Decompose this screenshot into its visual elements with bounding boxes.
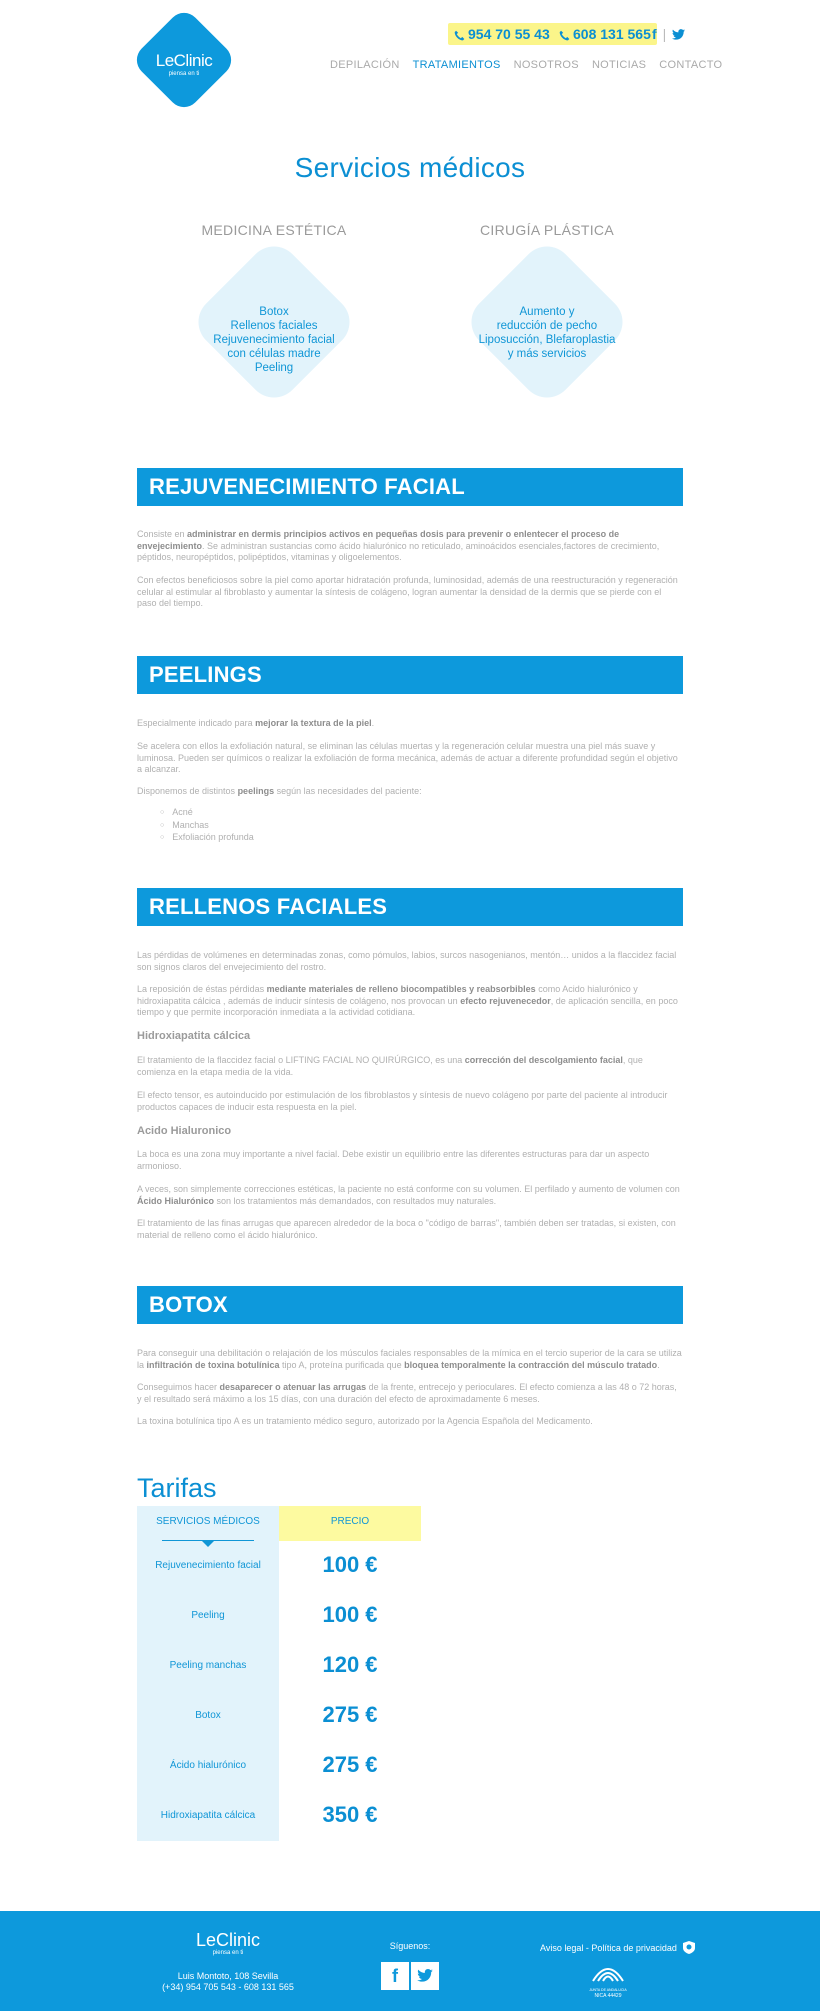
tarifas-services-column xyxy=(137,1506,279,1841)
footer-legal-link[interactable] xyxy=(540,1941,695,1954)
facebook-icon[interactable]: f xyxy=(652,26,657,42)
tarifa-price: 275 € xyxy=(322,1752,378,1777)
service-line: y más servicios xyxy=(507,348,587,360)
service-line: con células madre xyxy=(227,348,321,360)
junta-name: JUNTA DE ANDALUCIA xyxy=(589,1988,627,1992)
peelings-paragraph-3: Disponemos de distintos peelings según las necesidades del paciente: xyxy=(137,786,422,796)
section-peelings-title: PEELINGS xyxy=(137,656,683,694)
footer-logo[interactable] xyxy=(168,1931,288,1957)
cirugia-services[interactable] xyxy=(467,305,627,361)
footer-address xyxy=(148,1971,308,1993)
rellenos-paragraph-2: La reposición de éstas pérdidas mediante materiales de relleno biocompatibles y reabsorbibles como Acido hialurónico y hidroxiapatita cálcica , además de inducir síntesis de colágeno, nos provocan un efecto rejuvenecedor, de aplicación sencilla, en poco tiempo y que permite incorporación inmediata a la actividad cotidiana. xyxy=(137,984,678,1017)
service-line: Botox xyxy=(259,306,289,318)
tarifa-price: 120 € xyxy=(322,1652,378,1677)
peelings-list xyxy=(160,807,254,845)
phone-2-number: 608 131 565 xyxy=(573,26,651,42)
section-rejuvenecimiento-title: REJUVENECIMIENTO FACIAL xyxy=(137,468,683,506)
footer-logo-name: LeClinic xyxy=(195,1930,261,1950)
logo-tagline: piensa en ti xyxy=(168,71,200,77)
botox-paragraph-2: Conseguimos hacer desaparecer o atenuar las arrugas de la frente, entrecejo y perioculares. El efecto comienza a las 48 o 72 horas, y el resultado será máximo a los 15 días, con una duración del efecto de aproximadamente 6 meses. xyxy=(137,1382,677,1404)
phone-1-number: 954 70 55 43 xyxy=(468,26,550,42)
service-line: Rellenos faciales xyxy=(230,320,318,332)
tarifa-service-name: Botox xyxy=(195,1710,221,1721)
service-line: Rejuvenecimiento facial xyxy=(213,334,335,346)
section-rellenos-title: RELLENOS FACIALES xyxy=(137,888,683,926)
rellenos-paragraph-6: A veces, son simplemente correcciones estéticas, la paciente no está conforme con su volumen. El perfilado y aumento de volumen con Ácido Hialurónico son los tratamientos más demandados, con resultados muy naturales. xyxy=(137,1184,680,1206)
tarifa-service-name: Hidroxiapatita cálcica xyxy=(160,1810,256,1821)
tarifa-service-name: Peeling xyxy=(191,1610,225,1621)
peelings-paragraph-2: Se acelera con ellos la exfoliación natural, se eliminan las células muertas y la regeneración celular muestra una piel más suave y luminosa. Pueden ser químicos o realizar la exfoliación de forma mecánica, además de actuar a diferente profundidad según el objetivo a alcanzar. xyxy=(137,741,678,774)
junta-andalucia-logo xyxy=(588,1961,628,1999)
footer-address-line: Luis Montoto, 108 Sevilla xyxy=(177,1971,279,1981)
social-links xyxy=(652,23,685,45)
tarifa-price: 100 € xyxy=(322,1552,378,1577)
cirugia-title: CIRUGÍA PLÁSTICA xyxy=(480,222,614,238)
logo-name: LeClinic xyxy=(155,51,213,70)
service-line: Liposucción, Blefaroplastia xyxy=(478,334,616,346)
junta-nica: NICA 44429 xyxy=(594,1993,622,1999)
rellenos-paragraph-7: El tratamiento de las finas arrugas que aparecen alrededor de la boca o "código de barras", también deben ser tratadas, si existen, con material de relleno como el ácido hialurónico. xyxy=(137,1218,676,1240)
phone-icon xyxy=(559,30,570,41)
footer-follow: Síguenos: xyxy=(389,1941,431,1951)
footer-legal-text: Aviso legal - Política de privacidad xyxy=(540,1943,677,1953)
junta-emblem-icon xyxy=(590,1961,626,1983)
tarifas-title: Tarifas xyxy=(137,1473,217,1503)
subheading-hidroxiapatita: Hidroxiapatita cálcica xyxy=(137,1030,251,1042)
medicina-title: MEDICINA ESTÉTICA xyxy=(201,222,347,238)
social-separator: | xyxy=(662,26,667,42)
rellenos-paragraph-5: La boca es una zona muy importante a nivel facial. Debe existir un equilibrio entre las diferentes estructuras para dar un aspecto armonioso. xyxy=(137,1149,650,1171)
logo[interactable] xyxy=(133,52,235,78)
botox-paragraph-1: Para conseguir una debilitación o relajación de los músculos faciales responsables de la mímica en el tercio superior de la cara se utiliza la infiltración de toxina botulínica tipo A, proteína purificada que bloquea temporalmente la contracción del músculo tratado. xyxy=(137,1348,682,1370)
tarifa-service-name: Peeling manchas xyxy=(169,1660,247,1671)
section-botox-title: BOTOX xyxy=(137,1286,683,1324)
medicina-services[interactable] xyxy=(194,305,354,375)
nav-noticias[interactable]: NOTICIAS xyxy=(591,59,647,71)
botox-paragraph-3: La toxina botulínica tipo A es un tratamiento médico seguro, autorizado por la Agencia Española del Medicamento. xyxy=(137,1416,593,1426)
nav-tratamientos[interactable]: TRATAMIENTOS xyxy=(412,59,501,71)
main-nav xyxy=(330,59,722,71)
service-line: reducción de pecho xyxy=(496,320,598,332)
nav-contacto[interactable]: CONTACTO xyxy=(659,59,723,71)
service-line: Peeling xyxy=(254,362,294,374)
tarifa-service-name: Rejuvenecimiento facial xyxy=(155,1560,261,1571)
rejuvenecimiento-paragraph-1: Consiste en administrar en dermis principios activos en pequeñas dosis para prevenir o enlentecer el proceso de envejecimiento. Se administran sustancias como ácido hialurónico no reticulado, aminoácidos esenciales,factores de crecimiento, péptidos, neuropéptidos, polipéptidos, vitaminas y oligoelementos. xyxy=(137,529,660,562)
list-item: ○ Acné xyxy=(160,807,254,820)
rellenos-paragraph-1: Las pérdidas de volúmenes en determinadas zonas, como pómulos, labios, surcos nasogenianos, mentón… unidos a la flaccidez facial son signos claros del envejecimiento del rostro. xyxy=(137,950,677,972)
rellenos-paragraph-3: El tratamiento de la flaccidez facial o LIFTING FACIAL NO QUIRÚRGICO, es una corrección del descolgamiento facial, que comienza en la etapa media de la vida. xyxy=(137,1055,643,1077)
tarifa-price: 275 € xyxy=(322,1702,378,1727)
rellenos-paragraph-4: El efecto tensor, es autoinducido por estimulación de los fibroblastos y síntesis de nuevo colágeno por parte del paciente al introducir productos capaces de inducir esta respuesta en la piel. xyxy=(137,1090,668,1112)
twitter-icon xyxy=(417,1969,433,1982)
phone-icon xyxy=(454,30,465,41)
peelings-paragraph-1: Especialmente indicado para mejorar la textura de la piel. xyxy=(137,718,375,728)
footer-facebook-icon[interactable]: f xyxy=(381,1962,409,1990)
list-item: ○ Manchas xyxy=(160,820,254,833)
phone-2-button[interactable] xyxy=(553,23,657,45)
tarifa-service-name: Ácido hialurónico xyxy=(169,1760,247,1771)
tarifas-col-service: SERVICIOS MÉDICOS xyxy=(156,1516,260,1527)
nav-depilacion[interactable]: DEPILACIÓN xyxy=(330,59,400,71)
nav-nosotros[interactable]: NOSOTROS xyxy=(513,59,579,71)
phone-1-button[interactable] xyxy=(448,23,556,45)
footer-phones: (+34) 954 705 543 - 608 131 565 xyxy=(162,1982,294,1992)
tarifas-col-price: PRECIO xyxy=(330,1516,370,1527)
twitter-icon[interactable] xyxy=(672,29,685,40)
list-item: ○ Exfoliación profunda xyxy=(160,832,254,845)
subheading-acido-hialuronico: Acido Hialuronico xyxy=(137,1125,232,1137)
footer xyxy=(0,1911,820,2011)
badge-icon xyxy=(683,1941,695,1954)
tarifa-price: 350 € xyxy=(322,1802,378,1827)
caret-down-icon xyxy=(202,1541,214,1547)
tarifa-price: 100 € xyxy=(322,1602,378,1627)
page-title: Servicios médicos xyxy=(294,152,526,183)
rejuvenecimiento-paragraph-2: Con efectos beneficiosos sobre la piel como aportar hidratación profunda, luminosidad, además de una reestructuración y regeneración celular al estimular al fibroblasto y aumentar la síntesis de colágeno, logran aumentar la densidad de la dermis que se pierde con el paso del tiempo. xyxy=(137,575,678,608)
service-line: Aumento y xyxy=(519,306,575,318)
footer-logo-tagline: piensa en ti xyxy=(212,1950,244,1956)
footer-twitter-icon[interactable] xyxy=(411,1962,439,1990)
